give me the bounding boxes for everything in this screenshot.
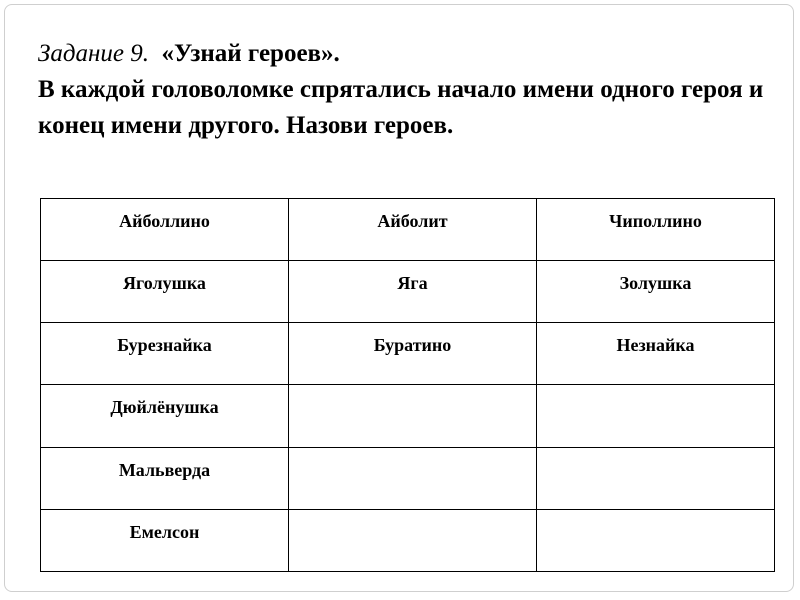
hero-start-cell: Айболит [289, 199, 537, 261]
table-row [41, 509, 775, 571]
puzzle-cell: Яголушка [41, 261, 289, 323]
puzzle-cell: Дюйлёнушка [41, 385, 289, 447]
task-heading [38, 36, 778, 72]
hero-start-cell: Буратино [289, 323, 537, 385]
puzzle-table [40, 198, 775, 572]
puzzle-cell: Бурезнайка [41, 323, 289, 385]
task-number: Задание 9. [38, 40, 150, 67]
hero-start-cell: Яга [289, 261, 537, 323]
hero-end-cell [537, 447, 775, 509]
hero-end-cell [537, 509, 775, 571]
task-instruction: В каждой головоломке спрятались начало имени одного героя и конец имени другого. Назови героев. [38, 76, 764, 139]
puzzle-cell: Емелсон [41, 509, 289, 571]
table-row [41, 447, 775, 509]
table-row [41, 261, 775, 323]
hero-start-cell [289, 509, 537, 571]
task-header [38, 36, 778, 144]
task-title: «Узнай героев». [161, 40, 340, 67]
hero-end-cell: Золушка [537, 261, 775, 323]
hero-start-cell [289, 447, 537, 509]
puzzle-cell: Мальверда [41, 447, 289, 509]
hero-end-cell: Чиполлино [537, 199, 775, 261]
table-row [41, 385, 775, 447]
hero-start-cell [289, 385, 537, 447]
hero-end-cell: Незнайка [537, 323, 775, 385]
table-row [41, 199, 775, 261]
hero-end-cell [537, 385, 775, 447]
puzzle-cell: Айболлино [41, 199, 289, 261]
table-row [41, 323, 775, 385]
